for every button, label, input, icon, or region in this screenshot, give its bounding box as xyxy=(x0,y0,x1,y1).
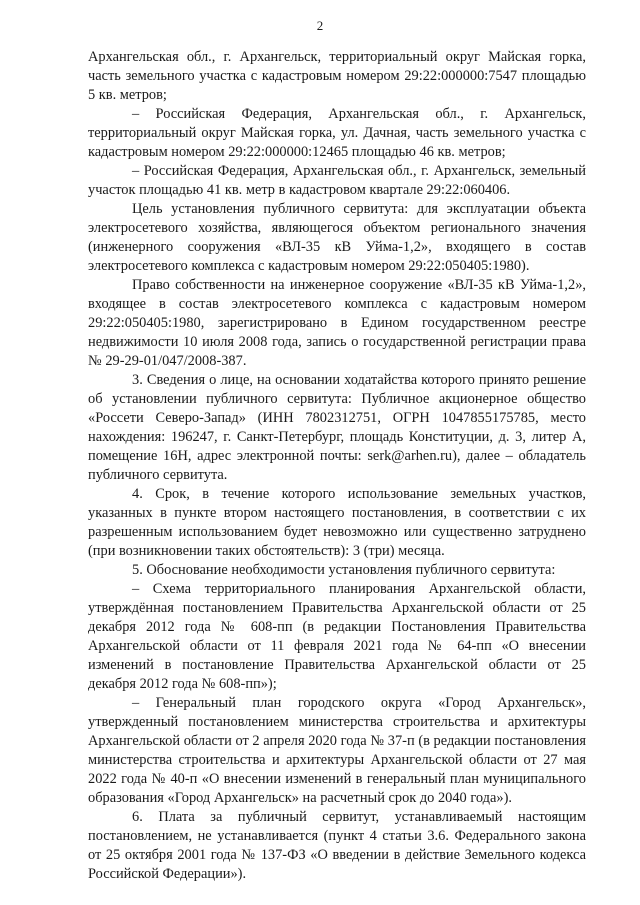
document-body xyxy=(88,48,586,884)
paragraph-section-5-justification: 5. Обоснование необходимости установления публичного сервитута: xyxy=(132,562,556,578)
paragraph-location-part-7547: Архангельская обл., г. Архангельск, территориальный округ Майская горка, часть земельного участка с кадастровым номером 29:22:000000:7547 площадью 5 кв. метров; xyxy=(88,49,586,103)
paragraph-general-plan: – Генеральный план городского округа «Город Архангельск», утвержденный постановлением министерства строительства и архитектуры Архангельской области от 2 апреля 2020 года № 37-п (в редакции постановления министерства строительства и архитектуры Архангельской области от 27 мая 2022 года № 40-п «О внесении изменений в генеральный план муниципального образования «Город Архангельск» на расчетный срок до 2040 года»). xyxy=(88,695,586,806)
paragraph-section-4-term: 4. Срок, в течение которого использование земельных участков, указанных в пункте втором настоящего постановления, в соответствии с их разрешенным использованием будет невозможно или существенно затруднено (при возникновении таких обстоятельств): 3 (три) месяца. xyxy=(88,486,586,559)
paragraph-section-6-fee: 6. Плата за публичный сервитут, устанавливаемый настоящим постановлением, не устанавливается (пункт 4 статьи 3.6. Федерального закона от 25 октября 2001 года № 137-ФЗ «О введении в действие Земельного кодекса Российской Федерации»). xyxy=(88,809,586,882)
paragraph-location-quarter-060406: – Российская Федерация, Архангельская обл., г. Архангельск, земельный участок площадью 41 кв. метр в кадастровом квартале 29:22:060406. xyxy=(88,163,586,198)
paragraph-location-part-12465: – Российская Федерация, Архангельская обл., г. Архангельск, территориальный округ Майская горка, ул. Дачная, часть земельного участка с кадастровым номером 29:22:000000:12465 площадью 46 кв. метров; xyxy=(88,106,586,160)
page-number: 2 xyxy=(316,18,324,33)
paragraph-section-3-applicant: 3. Сведения о лице, на основании ходатайства которого принято решение об установлении публичного сервитута: Публичное акционерное общество «Россети Северо-Запад» (ИНН 7802312751, ОГРН 1047855175785, место нахождения: 196247, г. Санкт-Петербург, площадь Конституции, д. 3, литер А, помещение 16Н, адрес электронной почты: serk@arhen.ru), далее – обладатель публичного сервитута. xyxy=(88,372,586,483)
paragraph-ownership-right: Право собственности на инженерное сооружение «ВЛ-35 кВ Уйма-1,2», входящее в состав электросетевого комплекса с кадастровым номером 29:22:050405:1980, зарегистрировано в Едином государственном реестре недвижимости 10 июля 2008 года, запись о государственной регистрации права № 29-29-01/047/2008-387. xyxy=(88,277,586,369)
paragraph-territorial-planning-scheme: – Схема территориального планирования Архангельской области, утверждённая постановлением Правительства Архангельской области от 25 декабря 2012 года № 608-пп (в редакции Постановления Правительства Архангельской области от 11 февраля 2021 года № 64-пп «О внесении изменений в постановление Правительства Архангельской области от 25 декабря 2012 года № 608-пп»); xyxy=(88,581,586,692)
paragraph-servitude-purpose: Цель установления публичного сервитута: для эксплуатации объекта электросетевого хозяйства, являющегося объектом регионального значения (инженерного сооружения «ВЛ-35 кВ Уйма-1,2», входящего в состав электросетевого комплекса с кадастровым номером 29:22:050405:1980). xyxy=(88,201,586,274)
